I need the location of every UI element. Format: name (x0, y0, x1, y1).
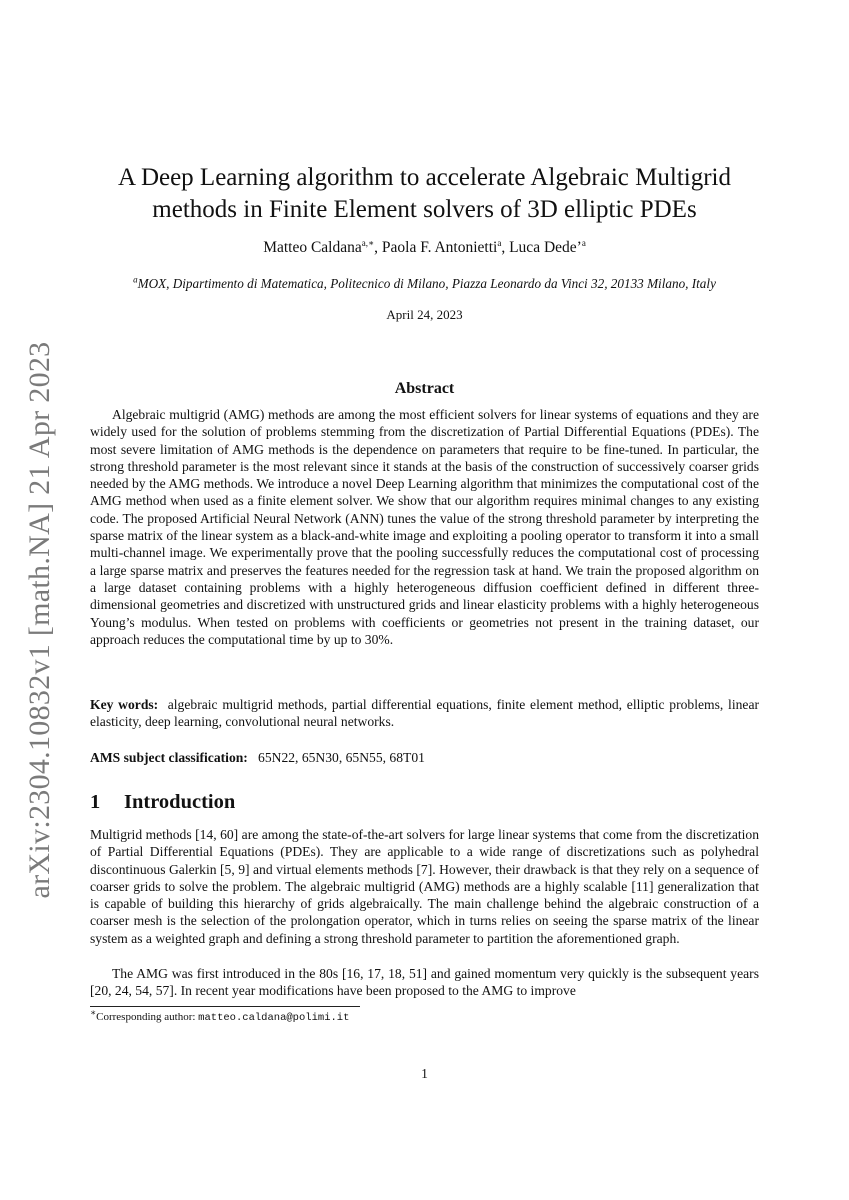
footnote-mark: ∗ (90, 1007, 97, 1018)
intro-paragraph: The AMG was first introduced in the 80s [16, 17, 18, 51] and gained momentum very quickly is the subsequent years [20, 24, 54, 57]. In recent year modifications have been proposed to the AMG to improve (90, 966, 759, 999)
section-title: Introduction (124, 791, 236, 813)
author-name: Paola F. Antonietti (381, 239, 498, 256)
affiliation-text: MOX, Dipartimento di Matematica, Politecnico di Milano, Piazza Leonardo da Vinci 32, 20133 Milano, Italy (137, 276, 716, 291)
section-number: 1 (90, 791, 101, 813)
footnote-rule (90, 1006, 360, 1007)
footnote-label: Corresponding author: (96, 1011, 196, 1023)
author-mark: a,∗ (361, 237, 375, 248)
intro-paragraph: Multigrid methods [14, 60] are among the state-of-the-art solvers for large linear systems that come from the discretization of Partial Differential Equations (PDEs). They are applicable to a wide range of discretizations such as polyhedral discontinuous Galerkin [5, 9] and virtual elements methods [7]. However, their drawback is that they rely on a sequence of coarser grids to solve the problem. The algebraic multigrid (AMG) methods are a highly scalable [11] generalization that is capable of building this hierarchy of grids algebraically. The main challenge behind the algebraic construction of a coarser mesh is the selection of the prolongation operator, which in turns relies on seeing the sparse matrix of the linear system as a weighted graph and defining a strong threshold parameter to partition the aforementioned graph. (90, 827, 759, 946)
corresponding-email-link[interactable]: matteo.caldana@polimi.it (198, 1012, 350, 1024)
abstract-text: Algebraic multigrid (AMG) methods are among the most efficient solvers for linear systems of equations and they are widely used for the solution of problems stemming from the discretization of Partial Differential Equations (PDEs). The most severe limitation of AMG methods is the dependence on parameters that require to be fine-tuned. In particular, the strong threshold parameter is the most relevant since it stands at the basis of the construction of successively coarser grids needed by the AMG methods. We introduce a novel Deep Learning algorithm that minimizes the computational cost of the AMG method when used as a finite element solver. We show that our algorithm requires minimal changes to any existing code. The proposed Artificial Neural Network (ANN) tunes the value of the strong threshold parameter by interpreting the sparse matrix of the linear system as a black-and-white image and exploiting a pooling operator to transform it into a small multi-channel image. We experimentally prove that the pooling successfully reduces the computational cost of processing a large sparse matrix and preserves the features needed for the regression task at hand. We train the proposed algorithm on a large dataset containing problems with a highly heterogeneous diffusion coefficient defined in different three-dimensional geometries and discretized with unstructured grids and linear elasticity problems with a highly heterogeneous Young’s modulus. When tested on problems with coefficients or geometries not present in the training dataset, our approach reduces the computational time by up to 30%. (90, 407, 759, 647)
ams-classification (90, 750, 759, 766)
author-name: Matteo Caldana (263, 239, 362, 256)
footnote (90, 1007, 350, 1024)
author-mark: a (581, 237, 586, 248)
abstract-heading: Abstract (394, 380, 455, 397)
author-list: Matteo Caldana$^{a,∗}$, Paola F. Antonietti$^a$, Luca Dede’$^a$ (263, 237, 586, 256)
publication-date: April 24, 2023 (386, 307, 463, 322)
author-name: Luca Dede’ (509, 239, 582, 256)
keywords-label: Key words: (90, 697, 159, 712)
arxiv-identifier: arXiv:2304.10832v1 [math.NA] 21 Apr 2023 (23, 341, 56, 899)
ams-label: AMS subject classification: (90, 750, 248, 765)
affiliation (90, 276, 759, 292)
page-number: 1 (421, 1066, 428, 1081)
author-mark: a (497, 237, 502, 248)
keywords-text: algebraic multigrid methods, partial differential equations, finite element method, elliptic problems, linear elasticity, deep learning, convolutional neural networks. (90, 697, 760, 730)
keywords (90, 696, 759, 731)
ams-codes: 65N22, 65N30, 65N55, 68T01 (258, 750, 425, 765)
section-heading (90, 791, 235, 814)
paper-title: A Deep Learning algorithm to accelerate Algebraic Multigrid methods in Finite Element solvers of 3D elliptic PDEs (118, 164, 731, 223)
affiliation-mark: a (133, 274, 138, 285)
